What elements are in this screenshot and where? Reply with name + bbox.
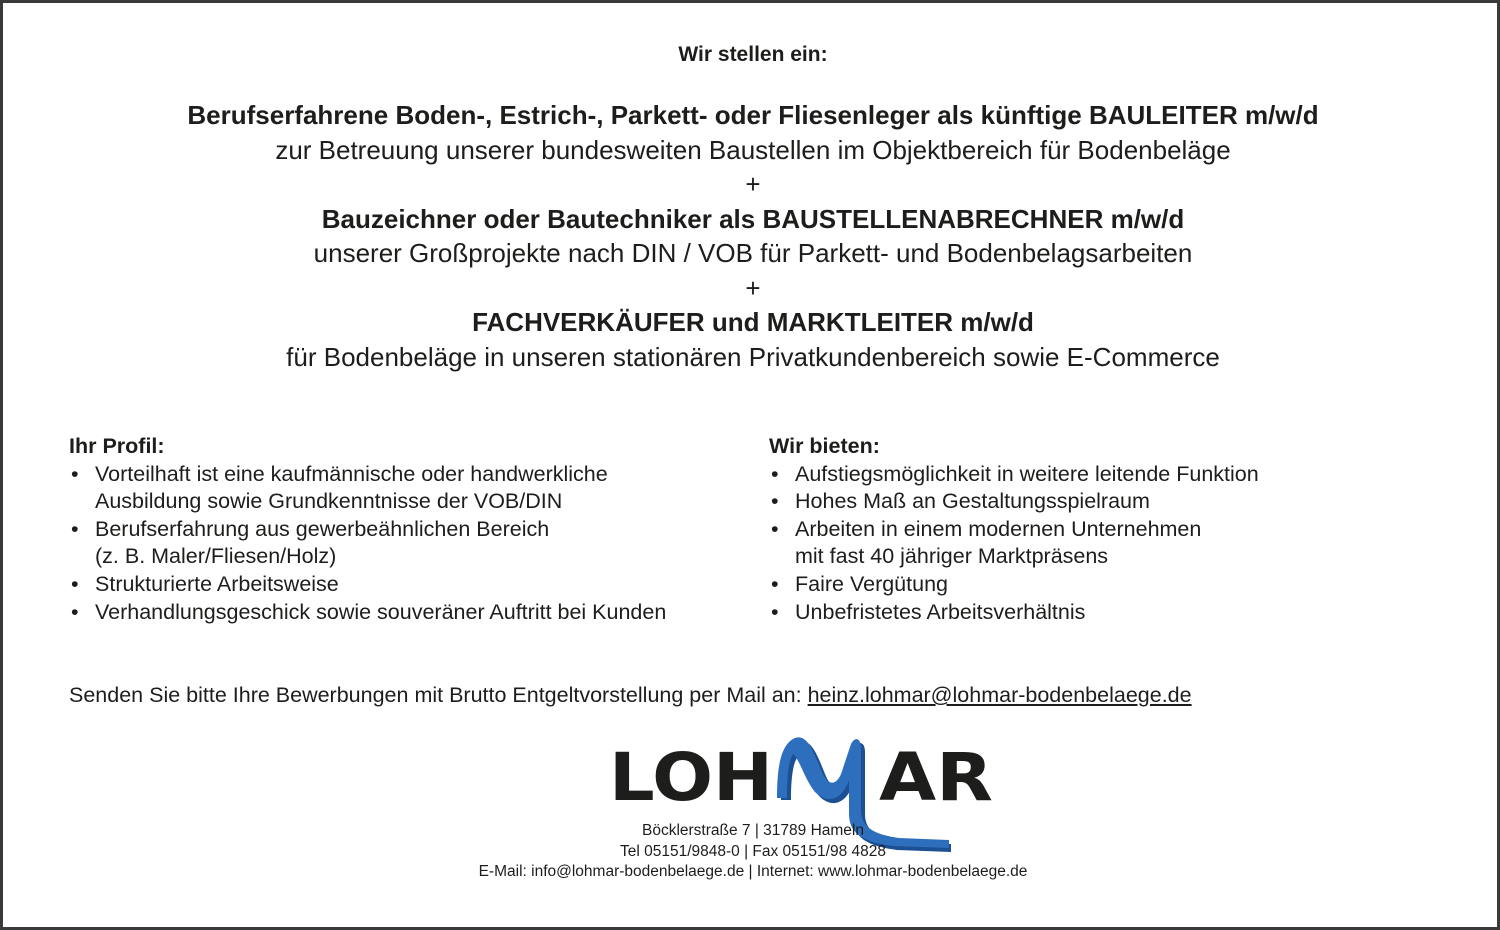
logo-text-right: AR (879, 739, 993, 816)
offer-list (769, 461, 1259, 627)
application-text: Senden Sie bitte Ihre Bewerbungen mit Brutto Entgeltvorstellung per Mail an: (69, 683, 808, 707)
list-item-line: • Strukturierte Arbeitsweise (95, 571, 339, 596)
list-item-line: • Aufstiegsmöglichkeit in weitere leitende Funktion (795, 461, 1259, 486)
list-item (769, 488, 1259, 516)
list-item (769, 516, 1259, 571)
application-instructions (69, 683, 1192, 708)
list-item-line: Ausbildung sowie Grundkenntnisse der VOB/DIN (95, 489, 563, 514)
list-item-line: (z. B. Maler/Fliesen/Holz) (95, 544, 337, 569)
job-title-bauleiter: Berufserfahrene Boden-, Estrich-, Parkett- oder Fliesenleger als künftige BAULEITER m/w/d (187, 100, 1319, 130)
offer-heading: Wir bieten: (769, 434, 880, 458)
application-email-link[interactable]: heinz.lohmar@lohmar-bodenbelaege.de (807, 683, 1192, 707)
job-description-bauleiter: zur Betreuung unserer bundesweiten Baustellen im Objektbereich für Bodenbeläge (275, 134, 1231, 165)
list-item (769, 461, 1259, 489)
list-item-line: • Faire Vergütung (795, 571, 948, 596)
list-item (769, 571, 1259, 599)
job-list (3, 98, 1500, 374)
list-item (69, 461, 666, 516)
job-separator: + (745, 272, 761, 303)
list-item (69, 599, 666, 627)
profile-section (69, 433, 666, 626)
job-title-abrechner: Bauzeichner oder Bautechniker als BAUSTELLENABRECHNER m/w/d (321, 203, 1185, 234)
list-item-line: • Unbefristetes Arbeitsverhältnis (795, 599, 1086, 624)
offer-section (769, 433, 1259, 626)
job-title-fachverkaeufer: FACHVERKÄUFER und MARKTLEITER m/w/d (472, 307, 1034, 337)
list-item (69, 516, 666, 571)
logo-text-left: LOH (609, 739, 773, 816)
list-item-line: mit fast 40 jähriger Marktpräsens (795, 544, 1109, 569)
profile-heading: Ihr Profil: (69, 434, 165, 458)
list-item-line: • Arbeiten in einem modernen Unternehmen (795, 516, 1202, 541)
list-item-line: • Vorteilhaft ist eine kaufmännische oder handwerkliche (95, 461, 608, 486)
list-item (69, 571, 666, 599)
list-item-line: • Berufserfahrung aus gewerbeähnlichen Bereich (95, 516, 550, 541)
list-item (769, 599, 1259, 627)
job-separator: + (745, 169, 761, 199)
contact-address: Böcklerstraße 7 | 31789 Hameln (642, 822, 864, 839)
contact-block (3, 821, 1500, 883)
intro-heading: Wir stellen ein: (678, 43, 828, 66)
list-item-line: • Verhandlungsgeschick sowie souveräner Auftritt bei Kunden (95, 599, 667, 624)
job-description-abrechner: unserer Großprojekte nach DIN / VOB für Parkett- und Bodenbelagsarbeiten (313, 238, 1193, 268)
profile-list (69, 461, 666, 627)
list-item-line: • Hohes Maß an Gestaltungsspielraum (795, 489, 1150, 514)
contact-phone: Tel 05151/9848-0 | Fax 05151/98 4828 (619, 842, 886, 860)
job-description-fachverkaeufer: für Bodenbeläge in unseren stationären Privatkundenbereich sowie E-Commerce (286, 341, 1220, 372)
contact-web: E-Mail: info@lohmar-bodenbelaege.de | Internet: www.lohmar-bodenbelaege.de (478, 863, 1028, 880)
